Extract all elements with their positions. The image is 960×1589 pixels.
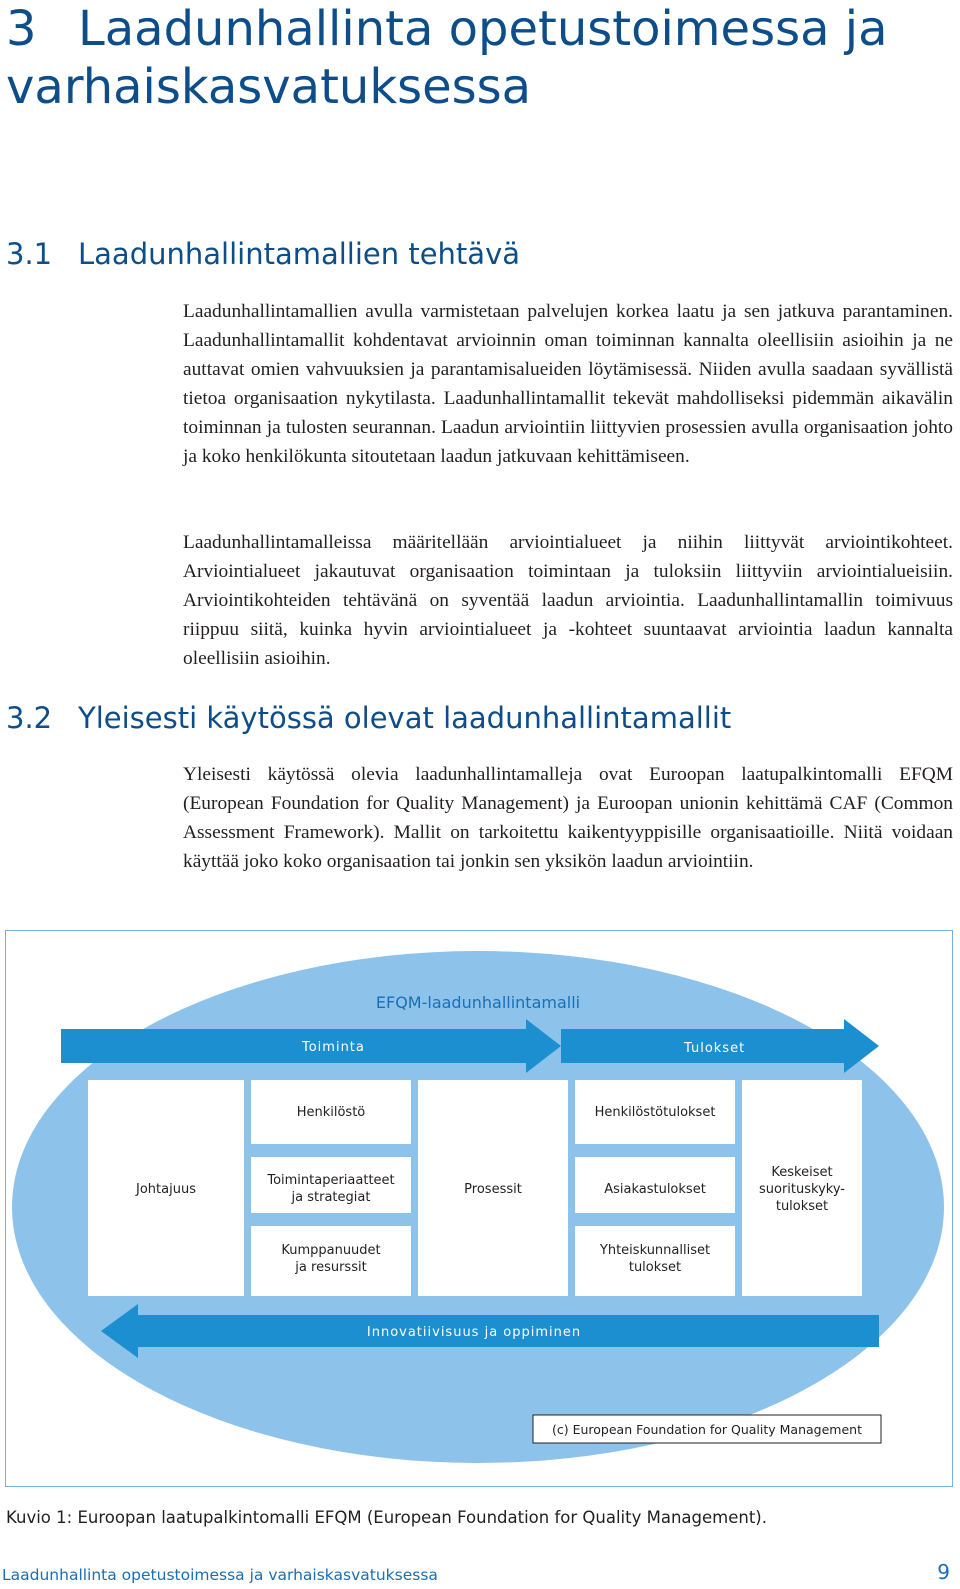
toiminta-label: Toiminta [302, 1040, 365, 1055]
chapter-title: Laadunhallinta opetustoimessa ja varhaiskasvatuksessa [6, 1, 888, 115]
page-number: 9 [937, 1560, 950, 1584]
section-3-1-paragraph-2: Laadunhallintamalleissa määritellään arviointialueet ja niihin liittyvät arviointikohteet. Arviointialueet jakautuvat organisaation toimintaan ja tuloksiin liittyviin arviointialueisiin. Arviointikohteiden tehtävänä on syventää laadun arviointia. Laadunhallintamallin toimivuus riippuu siitä, kuinka hyvin arviointialueet ja -kohteet suuntaavat arviointia laadun kannalta oleellisiin asioihin. [183, 532, 953, 669]
section-3-2-number: 3.2 [6, 701, 53, 735]
keskeiset-label-3: tulokset [775, 1199, 829, 1214]
chapter-number: 3 [6, 1, 37, 57]
kumppanuudet-label-2: ja resurssit [295, 1260, 367, 1275]
yhteiskunnalliset-label-2: tulokset [628, 1260, 682, 1275]
efqm-figure-frame [5, 930, 953, 1487]
keskeiset-label-2: suorituskyky- [758, 1182, 846, 1197]
prosessit-label: Prosessit [464, 1182, 522, 1197]
section-3-1-title: Laadunhallintamallien tehtävä [78, 237, 521, 271]
kumppanuudet-label-1: Kumppanuudet [281, 1243, 381, 1258]
asiakastulokset-label: Asiakastulokset [604, 1182, 706, 1197]
section-3-1-heading [6, 236, 946, 272]
efqm-diagram [6, 931, 951, 1485]
toimintaperiaatteet-label-2: ja strategiat [291, 1190, 371, 1205]
chapter-heading [6, 0, 946, 116]
footer-title: Laadunhallinta opetustoimessa ja varhaiskasvatuksessa [2, 1566, 438, 1584]
diagram-title: EFQM-laadunhallintamalli [375, 993, 581, 1012]
innovation-label: Innovatiivisuus ja oppiminen [366, 1325, 582, 1340]
henkilostotulokset-label: Henkilöstötulokset [594, 1105, 716, 1120]
henkilosto-label: Henkilöstö [296, 1105, 366, 1120]
copyright-label: (c) European Foundation for Quality Management [551, 1422, 863, 1437]
section-3-2-heading [6, 700, 946, 736]
section-3-1-number: 3.1 [6, 237, 53, 271]
johtajuus-label: Johtajuus [136, 1182, 196, 1197]
section-3-2-title: Yleisesti käytössä olevat laadunhallintamallit [78, 701, 732, 735]
figure-caption: Kuvio 1: Euroopan laatupalkintomalli EFQM (European Foundation for Quality Management). [6, 1508, 767, 1527]
tulokset-label: Tulokset [684, 1041, 746, 1056]
yhteiskunnalliset-label-1: Yhteiskunnalliset [599, 1243, 711, 1258]
keskeiset-label-1: Keskeiset [771, 1165, 833, 1180]
toimintaperiaatteet-label-1: Toimintaperiaatteet [267, 1173, 395, 1188]
section-3-2-paragraph-1: Yleisesti käytössä olevia laadunhallintamalleja ovat Euroopan laatupalkintomalli EFQM (European Foundation for Quality Management) ja Euroopan unionin kehittämä CAF (Common Assessment Framework). Mallit on tarkoitettu kaikentyyppisille organisaatioille. Niitä voidaan käyttää joko koko organisaation tai jonkin sen yksikön laadun arviointiin. [183, 764, 953, 872]
section-3-1-paragraph-1: Laadunhallintamallien avulla varmistetaan palvelujen korkea laatu ja sen jatkuva parantaminen. Laadunhallintamallit kohdentavat arvioinnin oman toiminnan kannalta oleellisiin asioihin ja ne auttavat omien vahvuuksien ja parantamisalueiden löytämisessä. Niiden avulla saadaan syvällistä tietoa organisaation nykytilasta. Laadunhallintamallit tekevät mahdolliseksi pidemmän aikavälin toiminnan ja tulosten seurannan. Laadun arviointiin liittyvien prosessien avulla organisaation johto ja koko henkilökunta sitoutetaan laadun jatkuvaan kehittämiseen. [183, 301, 953, 467]
